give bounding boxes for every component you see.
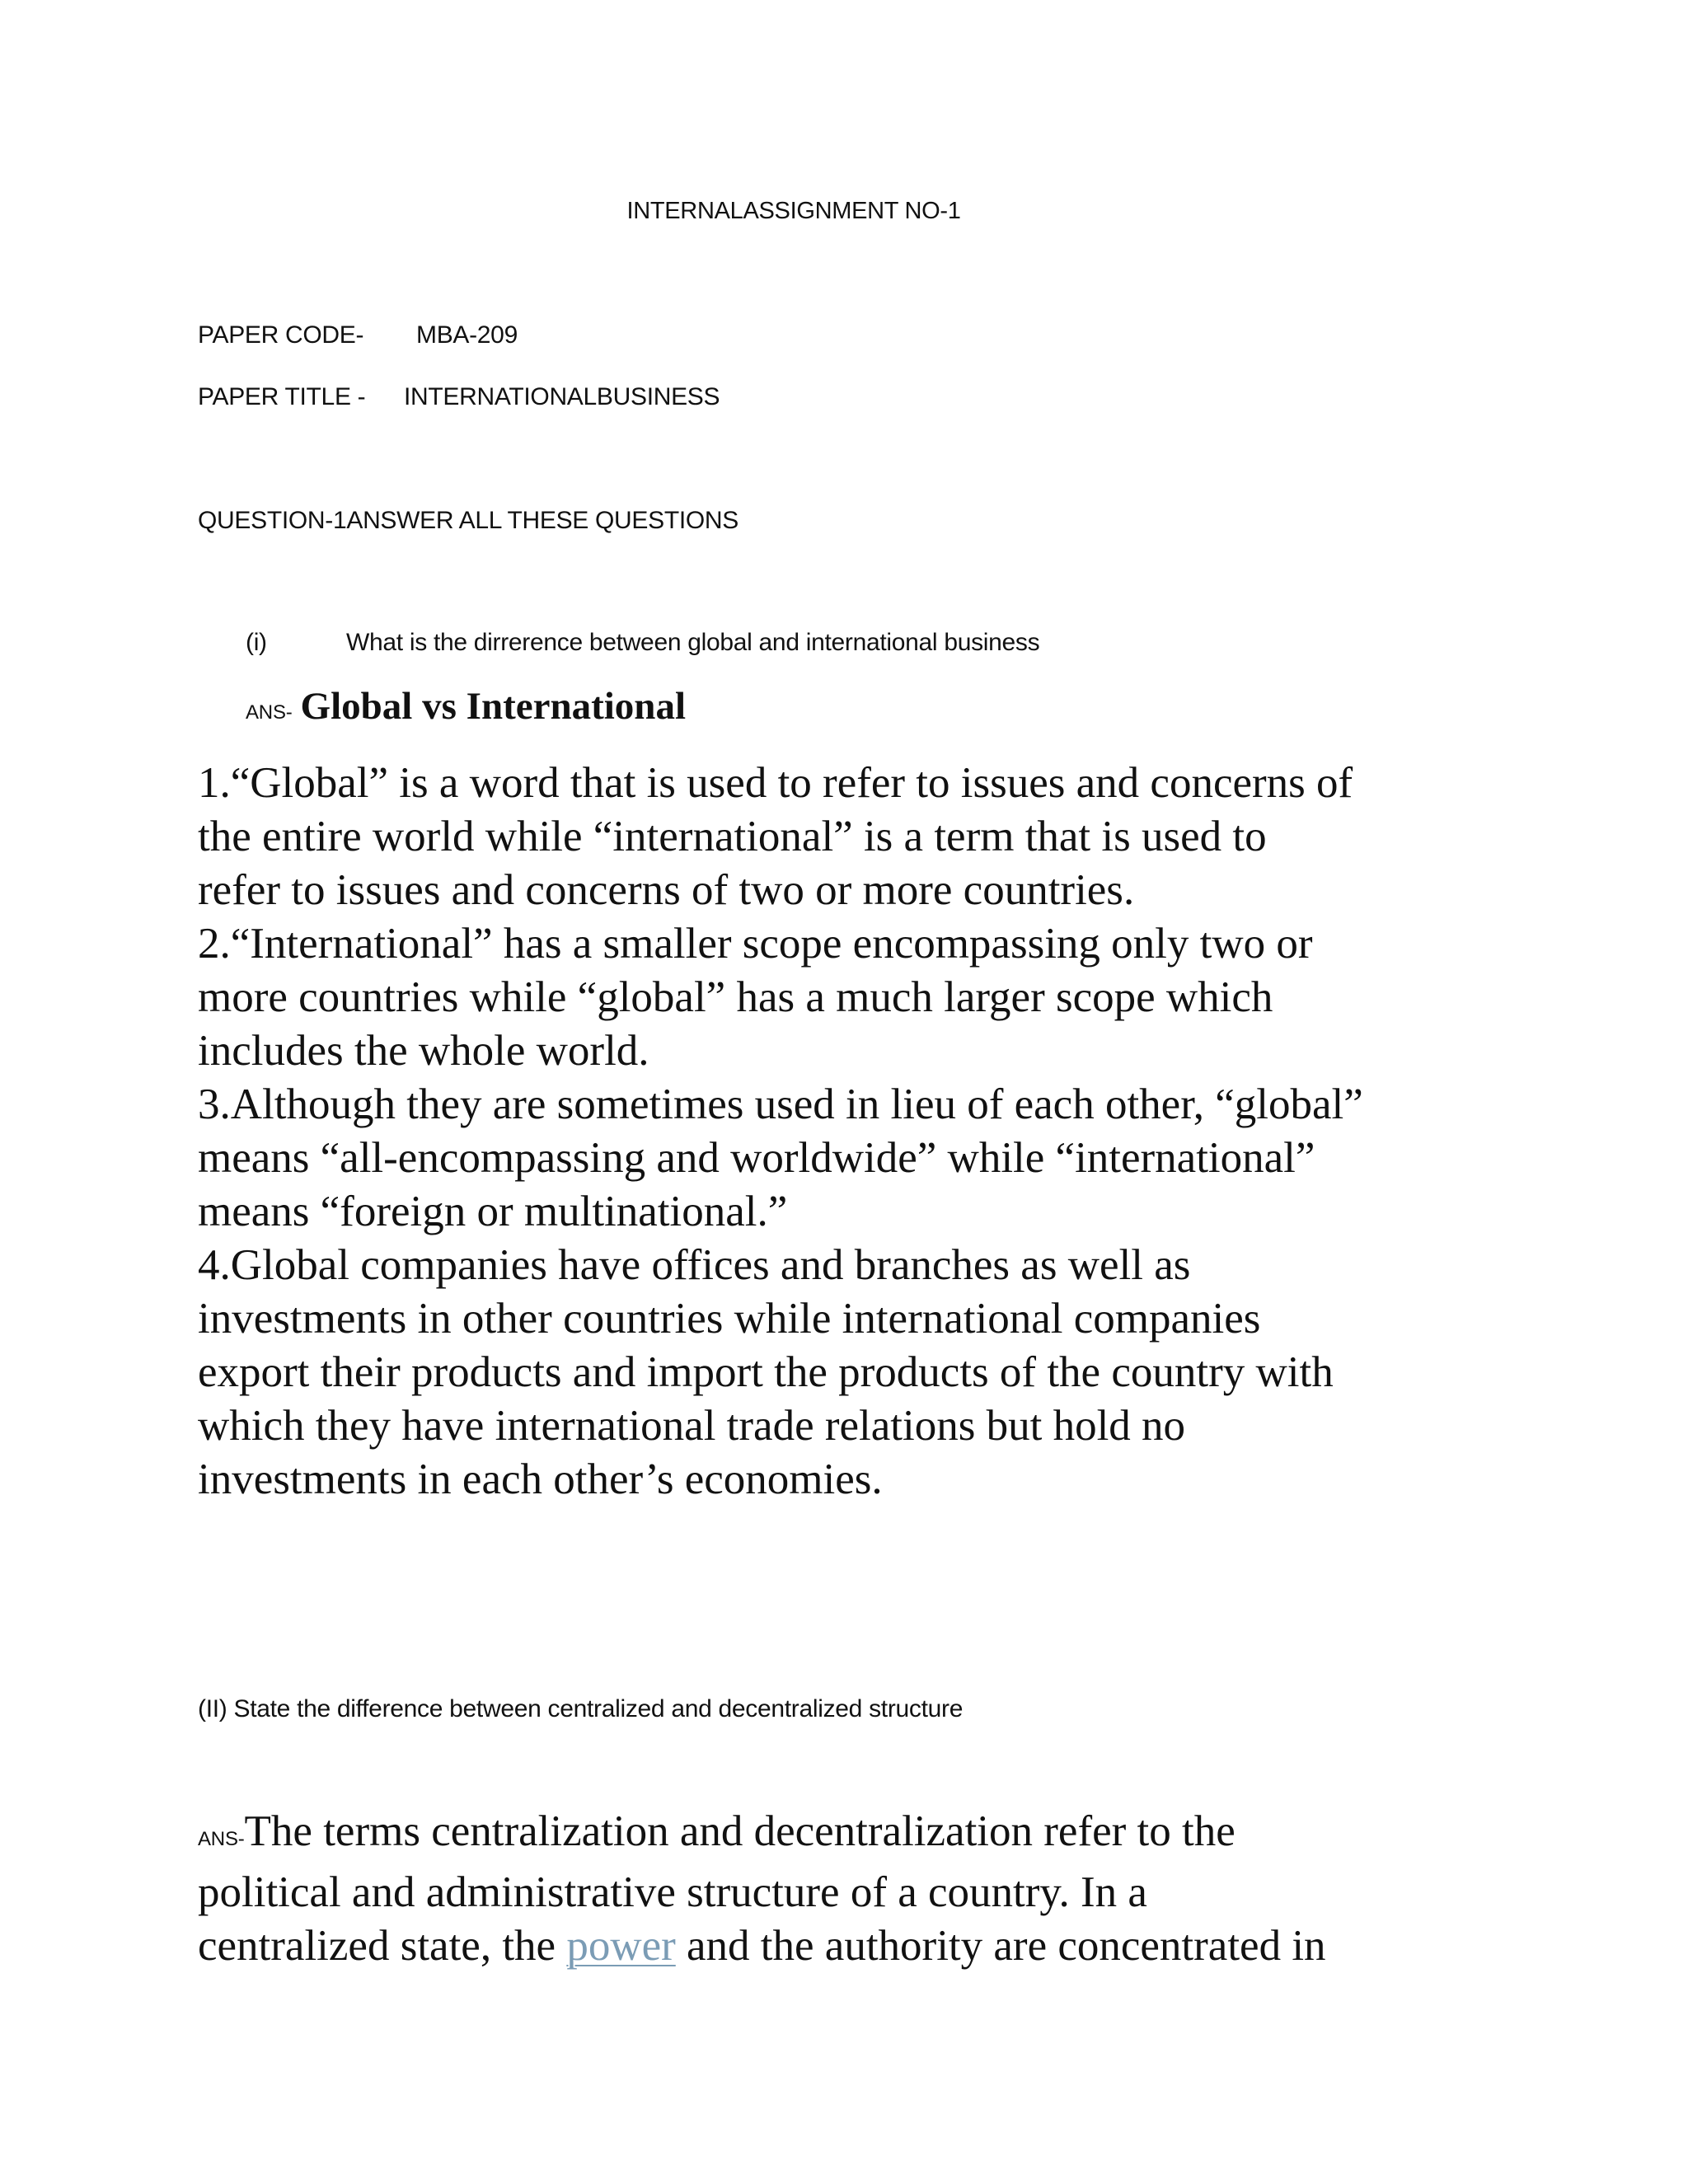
answer-1-line: investments in other countries while international companies [198, 1295, 1261, 1343]
question-1-number: (i) [246, 629, 267, 656]
paper-title-row [198, 383, 720, 411]
answer-2-line [198, 1805, 1484, 1866]
answer-1-line: 1.“Global” is a word that is used to refer to issues and concerns of [198, 759, 1353, 807]
answer-2-line [198, 1919, 1484, 1973]
answer-1-line: more countries while “global” has a much larger scope which [198, 973, 1273, 1021]
answer-1-line: 4.Global companies have offices and branches as well as [198, 1241, 1191, 1289]
answer-1-line: which they have international trade relations but hold no [198, 1402, 1186, 1450]
paper-code-row [198, 321, 518, 349]
paper-title-label: PAPER TITLE - [198, 383, 366, 410]
paper-code-value: MBA-209 [416, 321, 518, 349]
answer-1-line: 2.“International” has a smaller scope encompassing only two or [198, 920, 1313, 968]
paper-code-label: PAPER CODE- [198, 321, 364, 349]
answer-1-line: investments in each other’s economies. [198, 1455, 883, 1503]
answer-2-line-3-before: centralized state, the [198, 1922, 567, 1970]
answer-2-body [198, 1805, 1484, 1973]
answer-1-line: includes the whole world. [198, 1027, 649, 1075]
question-header: QUESTION-1ANSWER ALL THESE QUESTIONS [198, 507, 739, 534]
answer-1-heading-row [246, 684, 686, 729]
paper-title-value: INTERNATIONALBUSINESS [404, 383, 720, 410]
power-link[interactable]: power [566, 1922, 676, 1970]
answer-1-line: refer to issues and concerns of two or more countries. [198, 866, 1135, 914]
answer-1-heading: Global vs International [300, 685, 686, 728]
answer-2-label: ANS- [198, 1828, 245, 1850]
answer-2-line-3-after: and the authority are concentrated in [675, 1922, 1326, 1970]
answer-1-line: 3.Although they are sometimes used in lieu of each other, “global” [198, 1080, 1363, 1128]
question-2-text: (II) State the difference between centralized and decentralized structure [198, 1695, 964, 1722]
answer-2-line: political and administrative structure of a country. In a [198, 1868, 1147, 1916]
answer-1-line: means “foreign or multinational.” [198, 1188, 788, 1235]
answer-2-line-1-text: The terms centralization and decentralization refer to the [244, 1807, 1236, 1855]
answer-1-line: the entire world while “international” is a term that is used to [198, 813, 1267, 860]
answer-1-line: export their products and import the products of the country with [198, 1348, 1334, 1396]
page-title: INTERNALASSIGNMENT NO-1 [626, 198, 961, 224]
answer-1-label: ANS- [246, 701, 293, 724]
answer-1-line: means “all-encompassing and worldwide” while “international” [198, 1134, 1315, 1182]
answer-1-body [198, 757, 1484, 1507]
question-1-text: What is the dirrerence between global and international business [346, 629, 1040, 656]
